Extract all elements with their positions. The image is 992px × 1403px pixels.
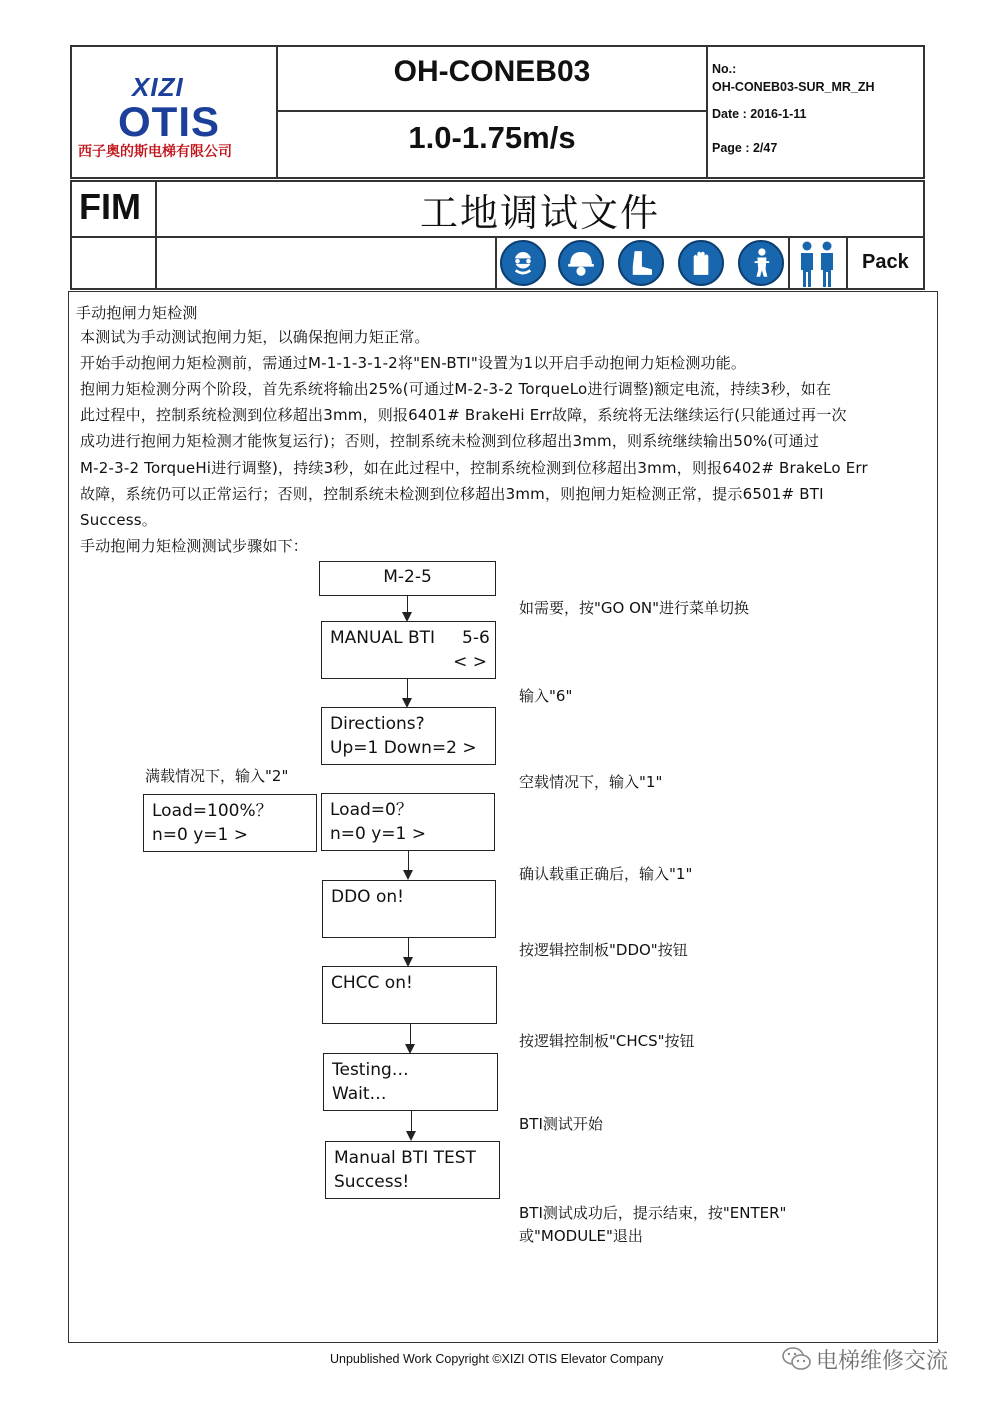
flow-box-load-empty <box>321 793 495 851</box>
flow-box-text: n=0 y=1 > <box>330 824 427 844</box>
flow-box-menu <box>319 561 496 596</box>
flow-box-text: Manual BTI TEST <box>334 1148 476 1168</box>
body-line: 此过程中，控制系统检测到位移超出3mm，则报6401# BrakeHi Err故障，系统将无法继续运行(只能通过再一次 <box>80 406 847 424</box>
flow-box-testing <box>323 1053 498 1111</box>
helmet-icon <box>558 240 604 286</box>
divider <box>277 110 706 112</box>
goggles-icon <box>500 240 546 286</box>
flow-box-text: n=0 y=1 > <box>152 825 249 845</box>
logo-company-name: 西子奥的斯电梯有限公司 <box>78 144 232 160</box>
page-number: Page : 2/47 <box>712 141 778 155</box>
logo-brand-main: OTIS <box>118 98 221 145</box>
flow-note: 按逻辑控制板"CHCS"按钮 <box>519 1032 695 1050</box>
section-heading: 手动抱闸力矩检测 <box>76 304 198 322</box>
flow-arrow <box>410 1024 411 1052</box>
body-line: 本测试为手动测试抱闸力矩，以确保抱闸力矩正常。 <box>80 328 430 346</box>
two-persons-icon <box>795 240 839 288</box>
wechat-icon <box>782 1346 812 1372</box>
divider <box>495 237 497 289</box>
flow-box-text: Wait… <box>332 1084 387 1104</box>
doc-number-value: OH-CONEB03-SUR_MR_ZH <box>712 80 875 94</box>
flow-box-text: Testing… <box>332 1060 409 1080</box>
flow-arrow <box>407 679 408 706</box>
flow-box-text: Up=1 Down=2 > <box>330 738 477 758</box>
body-line: 开始手动抱闸力矩检测前，需通过M-1-1-3-1-2将"EN-BTI"设置为1以开启手动抱闸力矩检测功能。 <box>80 354 747 372</box>
flow-box-directions <box>321 707 496 765</box>
flow-box-text: Load=0？ <box>330 800 413 820</box>
logo-brand-top: XIZI <box>132 72 184 102</box>
body-line: 抱闸力矩检测分两个阶段，首先系统将输出25%(可通过M-2-3-2 TorqueLo进行调整)额定电流，持续3秒，如在 <box>80 380 832 398</box>
flow-box-text: Directions? <box>330 714 425 734</box>
flow-box-text: M-2-5 <box>383 567 432 587</box>
flow-note: 或"MODULE"退出 <box>519 1227 643 1245</box>
flow-box-text: Load=100%？ <box>152 801 273 821</box>
watermark-text: 电梯维修交流 <box>816 1349 949 1374</box>
flow-note: 满载情况下，输入"2" <box>145 767 289 785</box>
body-line: Success。 <box>80 511 157 529</box>
flow-box-text: DDO on! <box>331 887 404 907</box>
flow-box-load-full <box>143 794 317 852</box>
section-code: FIM <box>79 186 141 227</box>
flow-arrow <box>411 1111 412 1139</box>
flow-note: BTI测试开始 <box>519 1115 603 1133</box>
flow-box-manual-bti <box>321 621 496 679</box>
body-line: M-2-3-2 TorqueHi进行调整)，持续3秒，如在此过程中，控制系统检测到位移超出3mm，则报6402# BrakeLo Err <box>80 459 868 477</box>
flow-note: 空载情况下，输入"1" <box>519 773 663 791</box>
document-code: OH-CONEB03 <box>393 55 591 88</box>
flow-arrow <box>408 851 409 878</box>
flow-box-text: Success! <box>334 1172 410 1192</box>
body-line: 成功进行抱闸力矩检测才能恢复运行)；否则，控制系统未检测到位移超出3mm，则系统继续输出50%(可通过 <box>80 432 820 450</box>
flow-box-text: < > <box>453 652 487 672</box>
safety-boot-icon <box>618 240 664 286</box>
flow-note: 如需要，按"GO ON"进行菜单切换 <box>519 599 750 617</box>
flow-box-ddo <box>322 880 496 938</box>
flow-note: 输入"6" <box>519 687 573 705</box>
flow-box-text: CHCC on! <box>331 973 413 993</box>
flow-box-text: MANUAL BTI 5-6 <box>330 628 490 648</box>
body-line: 手动抱闸力矩检测测试步骤如下： <box>80 537 309 555</box>
copyright-footer: Unpublished Work Copyright ©XIZI OTIS Elevator Company <box>330 1352 664 1366</box>
flow-note: 按逻辑控制板"DDO"按钮 <box>519 941 688 959</box>
flow-note: 确认载重正确后，输入"1" <box>519 865 693 883</box>
body-line: 故障，系统仍可以正常运行；否则，控制系统未检测到位移超出3mm，则抱闸力矩检测正常，提示6501# BTI <box>80 485 824 503</box>
divider <box>788 237 790 289</box>
flow-arrow <box>407 596 408 620</box>
page-title: 工地调试文件 <box>419 191 660 235</box>
flow-box-chcc <box>322 966 497 1024</box>
harness-icon <box>738 240 784 286</box>
speed-range: 1.0-1.75m/s <box>408 120 576 155</box>
flow-note: BTI测试成功后，提示结束，按"ENTER" <box>519 1204 787 1222</box>
flow-arrow <box>408 938 409 965</box>
flow-box-success <box>325 1141 500 1199</box>
doc-number-label: No.: <box>712 62 737 76</box>
divider <box>706 46 708 178</box>
divider <box>846 237 848 289</box>
doc-date: Date : 2016-1-11 <box>712 107 807 121</box>
gloves-icon <box>678 240 724 286</box>
pack-label: Pack <box>862 251 909 273</box>
